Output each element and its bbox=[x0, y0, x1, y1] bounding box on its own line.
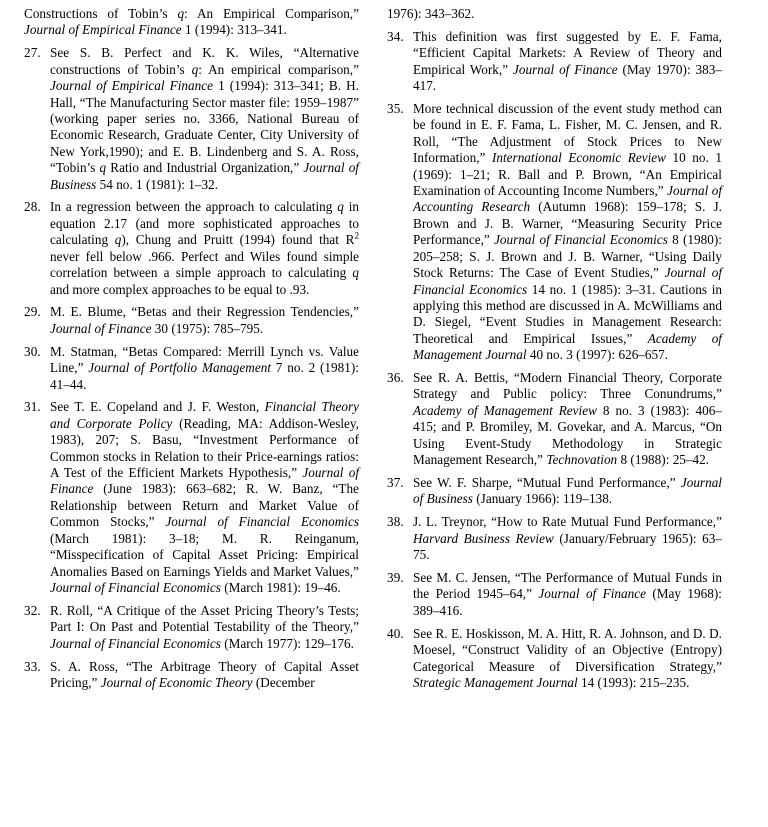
endnote-continuation bbox=[387, 6, 722, 22]
superscript-text: 2 bbox=[354, 230, 359, 241]
italic-text: International Economic Review bbox=[491, 150, 666, 166]
endnote-text: S. A. Ross, “The Arbitrage Theory of Capital Asset Pricing,” Journal of Economic Theory (December bbox=[50, 658, 359, 690]
italic-text: Financial Theory and Corporate Policy bbox=[50, 399, 359, 431]
endnote-number: 36. bbox=[387, 370, 404, 386]
endnote-item bbox=[24, 304, 359, 337]
endnote-item bbox=[24, 659, 359, 692]
endnote-number: 27. bbox=[24, 45, 41, 61]
endnote-text: More technical discussion of the event study method can be found in E. F. Fama, L. Fisher, M. C. Jensen, and R. Roll, “The Adjustment of Stock Prices to New Information,” International Economic Review 10 no. 1 (1969): 1–21; R. Ball and P. Brown, “An Empirical Examination of Accounting Income Numbers,” Journal of Accounting Research (Autumn 1968): 159–178; S. J. Brown and J. B. Warner, “Measuring Security Price Performance,” Journal of Financial Economics 8 (1980): 205–258; S. J. Brown and J. B. Warner, “Using Daily Stock Returns: The Case of Event Studies,” Journal of Financial Economics 14 no. 1 (1985): 3–31. Cautions in applying this method are discussed in A. McWilliams and D. Siegel, “Event Studies in Management Research: Theoretical and Empirical Issues,” Academy of Management Journal 40 no. 3 (1997): 626–657. bbox=[413, 101, 723, 363]
endnote-number: 35. bbox=[387, 101, 404, 117]
endnote-number: 32. bbox=[24, 602, 41, 618]
endnote-continuation bbox=[24, 6, 359, 39]
italic-text: Journal of Business bbox=[50, 160, 359, 192]
endnote-item bbox=[387, 370, 722, 468]
endnote-text: See T. E. Copeland and J. F. Weston, Financial Theory and Corporate Policy (Reading, MA: Addison-Wesley, 1983), 207; S. Basu, “Investment Performance of Common stocks in Relation to their Price-earnings ratios: A Test of the Efficient Markets Hypothesis,” Journal of Finance (June 1983): 663–682; R. W. Banz, “The Relationship between Return and Market Value of Common Stocks,” Journal of Financial Economics (March 1981): 3–18; M. R. Reinganum, “Misspecification of Capital Asset Pricing: Empirical Anomalies Based on Earnings Yields and Market Values,” Journal of Financial Economics (March 1981): 19–46. bbox=[50, 399, 360, 595]
italic-text: Journal of Financial Economics bbox=[50, 579, 221, 595]
endnote-text: See S. B. Perfect and K. K. Wiles, “Alternative constructions of Tobin’s q: An empirical comparison,” Journal of Empirical Finance 1 (1994): 313–341; B. H. Hall, “The Manufacturing Sector master file: 1959–1987” (working paper series no. 3366, National Bureau of Economic Research, Graduate Center, City University of New York,1990); and E. B. Lindenberg and S. A. Ross, “Tobin’s q Ratio and Industrial Organization,” Journal of Business 54 no. 1 (1981): 1–32. bbox=[50, 45, 359, 192]
italic-text: Journal of Finance bbox=[50, 465, 360, 497]
endnote-number: 33. bbox=[24, 658, 41, 674]
endnote-number: 40. bbox=[387, 625, 404, 641]
endnote-item bbox=[24, 344, 359, 393]
endnote-text: See R. A. Bettis, “Modern Financial Theory, Corporate Strategy and Public policy: Three Conundrums,” Academy of Management Review 8 no. 3 (1983): 406–415; and P. Bromiley, M. Govekar, and A. Marcus, “On Using Event-Study Methodology in Strategic Management Research,” Technovation 8 (1988): 25–42. bbox=[413, 370, 722, 468]
endnote-text: See R. E. Hoskisson, M. A. Hitt, R. A. Johnson, and D. D. Moesel, “Construct Validity of an Objective (Entropy) Categorical Measure of Diversification Strategy,” Strategic Management Journal 14 (1993): 215–235. bbox=[413, 625, 722, 690]
italic-text: Journal of Financial Economics bbox=[50, 635, 221, 651]
italic-text: q bbox=[191, 61, 199, 77]
endnote-text: Constructions of Tobin’s q: An Empirical Comparison,” Journal of Empirical Finance 1 (1994): 313–341. bbox=[24, 6, 359, 38]
endnote-item bbox=[24, 45, 359, 193]
endnote-item bbox=[387, 626, 722, 692]
italic-text: Journal of Finance bbox=[538, 586, 646, 602]
endnote-text: In a regression between the approach to calculating q in equation 2.17 (and more sophisticated approaches to calculating q), Chung and Pruitt (1994) found that $R^2$ never fell below .966. Perfect and Wiles found simple correlation between a simple approach to calculating q and more complex approaches to be equal to .93. bbox=[50, 199, 359, 297]
endnote-number: 31. bbox=[24, 399, 41, 415]
italic-text: Technovation bbox=[546, 452, 618, 468]
italic-text: Harvard Business Review bbox=[413, 530, 554, 546]
right-column bbox=[387, 6, 722, 821]
endnote-number: 34. bbox=[387, 28, 404, 44]
endnote-item bbox=[387, 514, 722, 563]
endnote-item bbox=[387, 475, 722, 508]
italic-text: Journal of Economic Theory bbox=[100, 674, 253, 690]
italic-text: Journal of Financial Economics bbox=[494, 232, 668, 248]
italic-text: Academy of Management Review bbox=[413, 402, 597, 418]
endnote-text: 1976): 343–362. bbox=[387, 6, 475, 21]
italic-text: Journal of Portfolio Management bbox=[88, 360, 271, 376]
left-column bbox=[24, 6, 359, 821]
endnote-number: 39. bbox=[387, 570, 404, 585]
italic-text: Journal of Business bbox=[413, 474, 722, 507]
endnote-item bbox=[387, 29, 722, 95]
italic-text: q bbox=[337, 199, 344, 215]
endnote-text: R. Roll, “A Critique of the Asset Pricing Theory’s Tests; Part I: On Past and Potential Testability of the Theory,” Journal of Financial Economics (March 1977): 129–176. bbox=[50, 602, 359, 651]
endnote-text: M. Statman, “Betas Compared: Merrill Lynch vs. Value Line,” Journal of Portfolio Management 7 no. 2 (1981): 41–44. bbox=[50, 343, 359, 392]
italic-text: Journal of Finance bbox=[513, 61, 618, 77]
italic-text: q bbox=[99, 160, 107, 176]
italic-text: Journal of Financial Economics bbox=[165, 514, 359, 530]
italic-text: Journal of Empirical Finance bbox=[24, 22, 182, 38]
endnote-item bbox=[24, 603, 359, 652]
italic-text: Journal of Financial Economics bbox=[413, 265, 723, 297]
italic-text: q bbox=[114, 232, 122, 248]
italic-text: q bbox=[177, 6, 185, 21]
endnote-item bbox=[24, 199, 359, 297]
italic-text: Journal of Finance bbox=[50, 320, 152, 336]
endnote-text: This definition was first suggested by E. F. Fama, “Efficient Capital Markets: A Review of Theory and Empirical Work,” Journal of Finance (May 1970): 383–417. bbox=[413, 28, 722, 94]
endnote-number: 37. bbox=[387, 474, 404, 490]
endnote-item bbox=[387, 101, 722, 364]
endnote-text: See M. C. Jensen, “The Performance of Mutual Funds in the Period 1945–64,” Journal of Finance (May 1968): 389–416. bbox=[413, 570, 722, 618]
endnote-text: M. E. Blume, “Betas and their Regression Tendencies,” Journal of Finance 30 (1975): 785–795. bbox=[50, 304, 359, 336]
italic-text: Journal of Accounting Research bbox=[413, 183, 722, 215]
endnote-number: 29. bbox=[24, 304, 41, 320]
italic-text: q bbox=[352, 265, 359, 281]
italic-text: Strategic Management Journal bbox=[413, 674, 578, 690]
endnote-number: 30. bbox=[24, 343, 41, 359]
italic-text: Academy of Management Journal bbox=[413, 330, 722, 363]
endnote-item bbox=[387, 570, 722, 619]
endnote-number: 38. bbox=[387, 514, 404, 530]
endnote-item bbox=[24, 399, 359, 596]
two-column-layout bbox=[24, 6, 750, 821]
endnote-text: See W. F. Sharpe, “Mutual Fund Performance,” Journal of Business (January 1966): 119–138. bbox=[413, 474, 722, 507]
endnote-text: J. L. Treynor, “How to Rate Mutual Fund Performance,” Harvard Business Review (January/February 1965): 63–75. bbox=[413, 514, 723, 563]
italic-text: Journal of Empirical Finance bbox=[50, 78, 213, 94]
endnote-number: 28. bbox=[24, 199, 41, 215]
